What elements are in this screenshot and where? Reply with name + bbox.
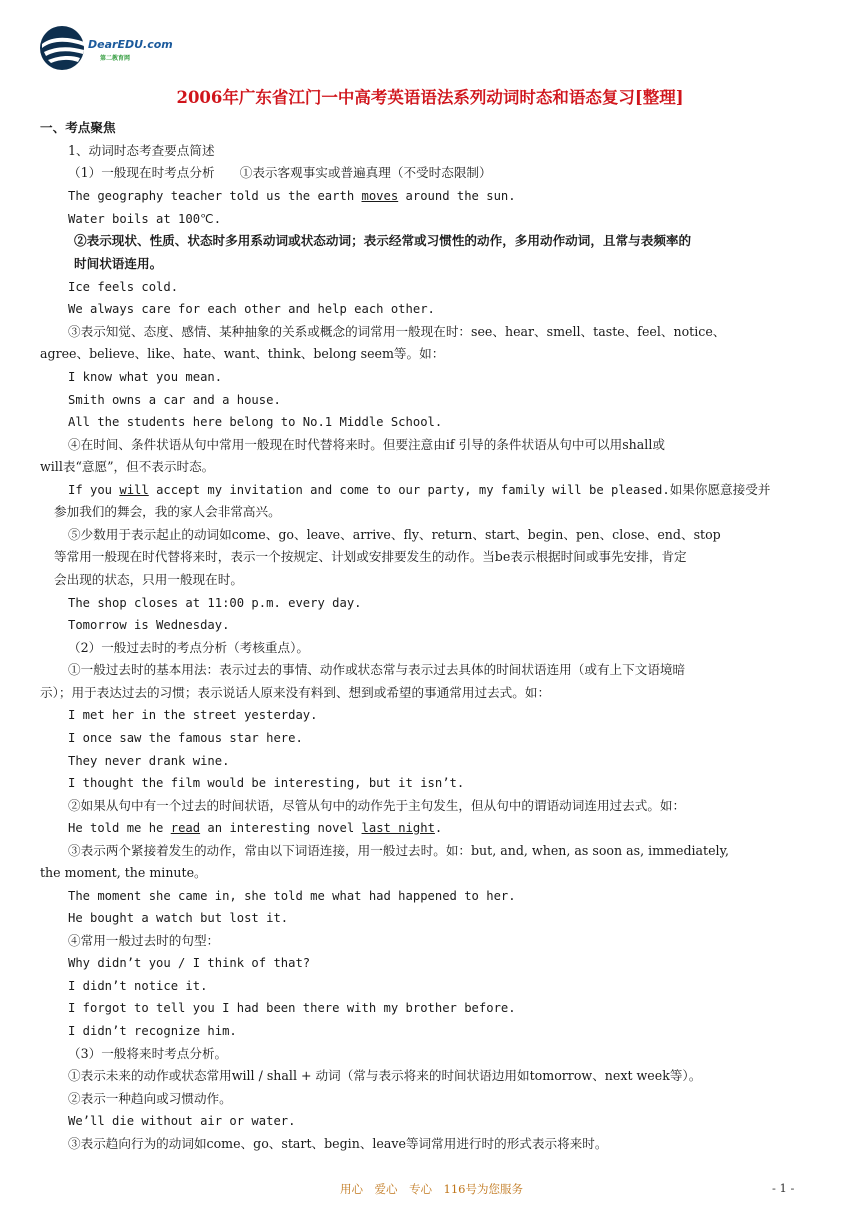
example-sentence: I thought the film would be interesting, but it isn’t. <box>68 776 465 790</box>
text-line: agree、believe、like、hate、want、think、belong seem等。如： <box>40 346 445 361</box>
example-sentence: I met her in the street yesterday. <box>68 708 318 722</box>
text-line: （1）一般现在时考点分析 ①表示客观事实或普遍真理（不受时态限制） <box>68 165 492 180</box>
example-sentence: If you will accept my invitation and come to our party, my family will be pleased.如果你愿意接受并 <box>68 482 771 497</box>
logo-subtext: 第二教育网 <box>100 55 131 62</box>
example-sentence: The moment she came in, she told me what had happened to her. <box>68 889 516 903</box>
example-sentence: They never drank wine. <box>68 754 230 768</box>
footer-slogan: 用心 爱心 专心 116号为您服务 <box>340 1182 523 1196</box>
text-line-bold: 时间状语连用。 <box>74 256 163 271</box>
example-sentence: Tomorrow is Wednesday. <box>68 618 230 632</box>
text-line: ④在时间、条件状语从句中常用一般现在时代替将来时。但要注意由if 引导的条件状语从句中可以用shall或 <box>68 437 665 452</box>
example-sentence: We’ll die without air or water. <box>68 1114 296 1128</box>
text-line: 会出现的状态，只用一般现在时。 <box>54 572 243 587</box>
example-sentence: Water boils at 100℃. <box>68 212 222 226</box>
subsection-heading: （3）一般将来时考点分析。 <box>68 1046 228 1061</box>
underlined-word: read <box>170 821 201 835</box>
text-line: ①一般过去时的基本用法：表示过去的事情、动作或状态常与表示过去具体的时间状语连用（或有上下文语境暗 <box>68 662 686 677</box>
text-line: the moment, the minute。 <box>40 865 207 880</box>
example-sentence: Ice feels cold. <box>68 280 179 294</box>
document-title: 2006年广东省江门一中高考英语语法系列动词时态和语态复习[整理] <box>176 88 684 107</box>
example-sentence: Why didn’t you / I think of that? <box>68 956 311 970</box>
underlined-word: moves <box>361 189 399 203</box>
text-line: ③表示趋向行为的动词如come、go、start、begin、leave等词常用进行时的形式表示将来时。 <box>68 1136 608 1151</box>
text-line: ③表示两个紧接着发生的动作，常由以下词语连接，用一般过去时。如：but, and, when, as soon as, immediately, <box>68 843 730 858</box>
example-sentence: We always care for each other and help each other. <box>68 302 435 316</box>
underlined-phrase: last night <box>361 821 435 835</box>
text-line-bold: ②表示现状、性质、状态时多用系动词或状态动词；表示经常或习惯性的动作，多用动作动词，且常与表频率的 <box>74 233 692 248</box>
example-sentence: I forgot to tell you I had been there with my brother before. <box>68 1001 516 1015</box>
text-line: ④常用一般过去时的句型： <box>68 933 220 948</box>
section-heading: 一、考点聚焦 <box>40 120 116 135</box>
text-line: ①表示未来的动作或状态常用will / shall + 动词（常与表示将来的时间状语边用如tomorrow、next week等）。 <box>68 1068 702 1083</box>
example-sentence: He bought a watch but lost it. <box>68 911 289 925</box>
dearedu-logo <box>38 22 188 72</box>
example-sentence: The shop closes at 11:00 p.m. every day. <box>68 596 362 610</box>
text-line: 示）；用于表达过去的习惯；表示说话人原来没有料到、想到或希望的事通常用过去式。如： <box>40 685 551 700</box>
subsection-heading: 1、动词时态考查要点简述 <box>68 143 215 158</box>
page-number: - 1 - <box>772 1181 795 1195</box>
example-sentence: Smith owns a car and a house. <box>68 393 281 407</box>
example-sentence: I once saw the famous star here. <box>68 731 303 745</box>
text-line: ②如果从句中有一个过去的时间状语，尽管从句中的动作先于主句发生，但从句中的谓语动词连用过去式。如： <box>68 798 686 813</box>
example-sentence: I know what you mean. <box>68 370 223 384</box>
text-line: ②表示一种趋向或习惯动作。 <box>68 1091 232 1106</box>
example-sentence: I didn’t recognize him. <box>68 1024 237 1038</box>
logo-text: DearEDU.com <box>88 38 173 51</box>
example-sentence: He told me he read an interesting novel last night. <box>68 821 443 835</box>
text-line: 等常用一般现在时代替将来时，表示一个按规定、计划或安排要发生的动作。当be表示根据时间或事先安排，肯定 <box>54 549 687 564</box>
text-line: 参加我们的舞会，我的家人会非常高兴。 <box>54 504 281 519</box>
text-line: ⑤少数用于表示起止的动词如come、go、leave、arrive、fly、return、start、begin、pen、close、end、stop <box>68 527 721 542</box>
text-line: will表“意愿”，但不表示时态。 <box>40 459 215 474</box>
example-sentence: All the students here belong to No.1 Middle School. <box>68 415 443 429</box>
subsection-heading: （2）一般过去时的考点分析（考核重点）。 <box>68 640 309 655</box>
example-sentence: I didn’t notice it. <box>68 979 208 993</box>
underlined-word: will <box>119 483 149 497</box>
text-line: ③表示知觉、态度、感情、某种抽象的关系或概念的词常用一般现在时：see、hear、smell、taste、feel、notice、 <box>68 324 726 339</box>
example-sentence: The geography teacher told us the earth moves around the sun. <box>68 189 516 203</box>
